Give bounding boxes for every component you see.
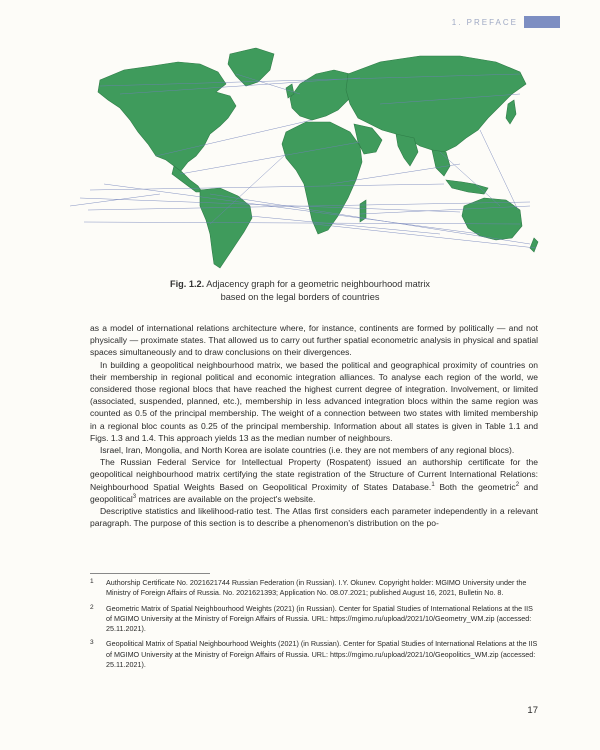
footnote-3 [90, 639, 538, 670]
paragraph-1: as a model of international relations architecture where, for instance, continents are formed by politically — and not physically — proximate states. That allowed us to carry out further spatial econometric analysis in physical and spatial spaces simultaneously and to draw conclusions on their divergences. [90, 323, 538, 358]
southeast-asia-shape [432, 150, 450, 176]
world-map-figure [60, 34, 540, 274]
footnote-number: 1 [90, 578, 94, 585]
footnotes [90, 578, 538, 675]
new-zealand-shape [530, 238, 538, 252]
footnote-rule [90, 573, 210, 574]
paragraph-4-part-d: matrices are available on the project's website. [136, 493, 316, 504]
footnote-number: 3 [90, 639, 94, 647]
paragraph-4 [90, 456, 538, 505]
footnote-text: Geopolitical Matrix of Spatial Neighbourhood Weights (2021) (in Russian). Center for Spatial Studies of International Relations at the IIS of MGIMO University at the Ministry of Foreign Affairs of Russia. URL: https://mgimo.ru/upload/2021/10/Geopolitics_WM.zip (accessed: 25.11.2021). [106, 639, 538, 670]
caption-text-line-2: based on the legal borders of countries [220, 292, 380, 302]
indonesia-shape [446, 180, 488, 194]
footnote-1 [90, 578, 538, 599]
body-text [90, 322, 538, 529]
europe-shape [290, 70, 356, 120]
running-head-tab [524, 16, 560, 28]
greenland-shape [228, 48, 274, 86]
paragraph-4-part-b: Both the geometric [434, 481, 516, 492]
figure-caption [80, 278, 520, 304]
paragraph-5: Descriptive statistics and likelihood-ratio test. The Atlas first considers each parameter independently in a relevant paragraph. The purpose of this section is to describe a phenomenon's distribution on the po- [90, 506, 538, 529]
paragraph-4-part-a: The Russian Federal Service for Intellectual Property (Rospatent) issued an authorship certificate for the geopolitical neighbourhood matrix certifying the state registration of the Structure of Current International Relations: Neighbourhood Spatial Weights Based on Geopolitical Proximity of States Database. [90, 457, 538, 492]
footnote-text: Geometric Matrix of Spatial Neighbourhood Weights (2021) (in Russian). Center for Spatial Studies of International Relations at the IIS of MGIMO University at the Ministry of Foreign Affairs of Russia. URL: https://mgimo.ru/upload/2021/10/Geometry_WM.zip (accessed: 25.11.2021). [106, 603, 533, 634]
footnote-text: Authorship Certificate No. 2021621744 Russian Federation (in Russian). I.Y. Okunev. Copyright holder: MGIMO University under the Ministry of Foreign Affairs of Russia. No. 2021621393; Application No. 08.07.2021; published August 16, 2021, Bulletin No. 8. [106, 578, 527, 598]
adjacency-graph-map [60, 34, 540, 274]
paragraph-2: In building a geopolitical neighbourhood matrix, we based the political and geographical proximity of countries on their membership in regional political and economic integration alliances. To analyse each region of the world, we considered those regional blocs that have reached the highest current degree of integration. Involvement, or limited (associated, suspended, planned, etc.), membership in less advanced integration blocs within the same region was counted as 0.5 of the principal membership. The weight of a connection between two states with limited membership in a regional bloc counts as 0.25 of the principal membership. Information about all states is given in Table 1.1 and Figs. 1.3 and 1.4. This approach yields 13 as the median number of neighbours. [90, 359, 538, 443]
page-number: 17 [527, 705, 538, 716]
africa-shape [282, 122, 362, 234]
caption-label: Fig. 1.2. [170, 279, 205, 289]
footnote-ref-3: 3 [132, 494, 137, 500]
footnote-ref-2: 2 [515, 481, 520, 488]
australia-shape [462, 198, 522, 240]
running-head-text: 1. PREFACE [451, 17, 518, 27]
footnote-ref-1: 1 [431, 481, 435, 488]
paragraph-4-part-c: and geopolitical [90, 481, 538, 504]
caption-text-line-1: Adjacency graph for a geometric neighbourhood matrix [204, 279, 430, 289]
japan-shape [506, 100, 516, 124]
running-head [452, 16, 560, 28]
footnote-number: 2 [90, 603, 94, 611]
north-america-shape [98, 62, 236, 172]
footnote-2 [90, 604, 538, 635]
paragraph-3: Israel, Iran, Mongolia, and North Korea are isolate countries (i.e. they are not members of any regional blocs). [100, 445, 515, 456]
